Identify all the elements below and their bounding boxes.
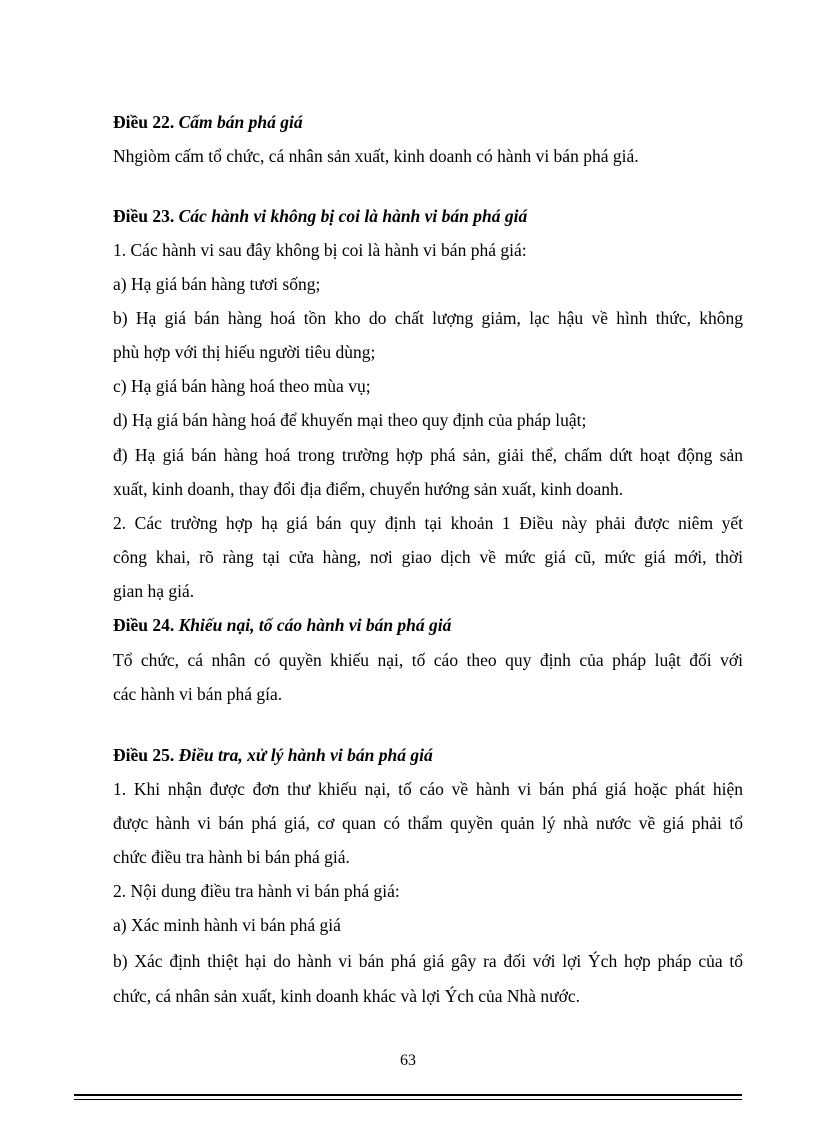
paragraph-line: 2. Nội dung điều tra hành vi bán phá giá: bbox=[113, 881, 400, 901]
paragraph-line: chức điều tra hành bi bán phá giá. bbox=[113, 847, 350, 867]
article-number: Điều 22. bbox=[113, 112, 175, 132]
paragraph-line: gian hạ giá. bbox=[113, 581, 195, 601]
paragraph-line: a) Hạ giá bán hàng tươi sống; bbox=[113, 274, 321, 294]
paragraph-line: b) Hạ giá bán hàng hoá tồn kho do chất lượng giảm, lạc hậu về hình thức, không bbox=[113, 308, 743, 328]
paragraph-line: 1. Các hành vi sau đây không bị coi là hành vi bán phá giá: bbox=[113, 240, 527, 260]
paragraph-line: đ) Hạ giá bán hàng hoá trong trường hợp phá sản, giải thể, chấm dứt hoạt động sản bbox=[113, 445, 743, 465]
article-title: Cấm bán phá giá bbox=[178, 112, 303, 132]
paragraph-line: a) Xác minh hành vi bán phá giá bbox=[113, 915, 341, 935]
footer-rule-thin bbox=[74, 1099, 742, 1100]
paragraph-line: d) Hạ giá bán hàng hoá để khuyến mại theo quy định của pháp luật; bbox=[113, 410, 587, 430]
article-24-heading bbox=[113, 614, 451, 636]
article-number: Điều 25. bbox=[113, 745, 175, 765]
paragraph-line: b) Xác định thiệt hại do hành vi bán phá giá gây ra đối với lợi Ých hợp pháp của tổ bbox=[113, 951, 743, 971]
paragraph-line: c) Hạ giá bán hàng hoá theo mùa vụ; bbox=[113, 376, 371, 396]
paragraph-line: được hành vi bán phá giá, cơ quan có thẩm quyền quản lý nhà nước về giá phải tổ bbox=[113, 813, 743, 833]
article-number: Điều 23. bbox=[113, 206, 175, 226]
article-title: Điều tra, xử lý hành vi bán phá giá bbox=[178, 745, 433, 765]
article-title: Các hành vi không bị coi là hành vi bán phá giá bbox=[178, 206, 528, 226]
paragraph-line: chức, cá nhân sản xuất, kinh doanh khác và lợi Ých của Nhà nước. bbox=[113, 986, 581, 1006]
page-number: 63 bbox=[400, 1052, 416, 1069]
paragraph-line: công khai, rõ ràng tại cửa hàng, nơi giao dịch về mức giá cũ, mức giá mới, thời bbox=[113, 547, 743, 567]
article-number: Điều 24. bbox=[113, 615, 175, 635]
article-22-heading bbox=[113, 111, 303, 133]
paragraph-line: Nhgiòm cấm tổ chức, cá nhân sản xuất, kinh doanh có hành vi bán phá giá. bbox=[113, 146, 639, 166]
paragraph-line: xuất, kinh doanh, thay đổi địa điểm, chuyển hướng sản xuất, kinh doanh. bbox=[113, 479, 624, 499]
paragraph-line: các hành vi bán phá gía. bbox=[113, 684, 283, 704]
paragraph-line: phù hợp với thị hiếu người tiêu dùng; bbox=[113, 342, 376, 362]
article-25-heading bbox=[113, 744, 433, 766]
paragraph-line: 1. Khi nhận được đơn thư khiếu nại, tố cáo về hành vi bán phá giá hoặc phát hiện bbox=[113, 779, 743, 799]
paragraph-line: Tổ chức, cá nhân có quyền khiếu nại, tố cáo theo quy định của pháp luật đối với bbox=[113, 650, 743, 670]
article-title: Khiếu nại, tố cáo hành vi bán phá giá bbox=[178, 615, 452, 635]
article-23-heading bbox=[113, 205, 527, 227]
paragraph-line: 2. Các trường hợp hạ giá bán quy định tại khoản 1 Điều này phải được niêm yết bbox=[113, 513, 743, 533]
footer-rule bbox=[74, 1094, 742, 1096]
